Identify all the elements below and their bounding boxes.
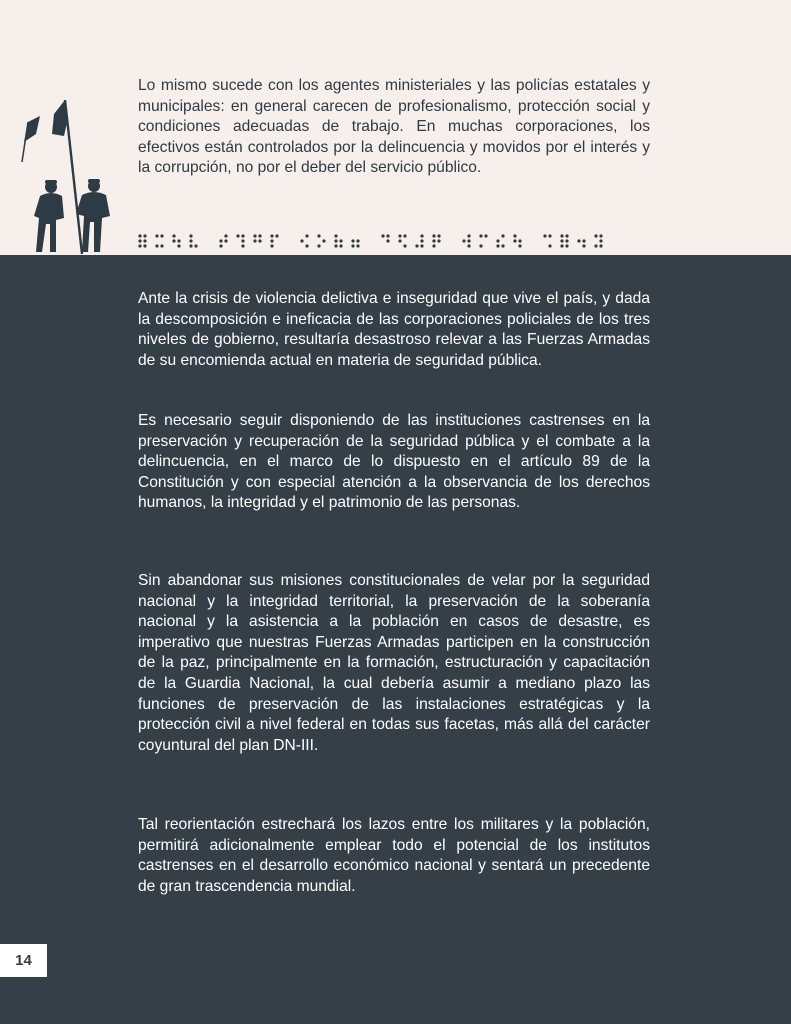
- braille-dot: [560, 234, 563, 237]
- braille-dot: [467, 239, 470, 242]
- braille-dot: [548, 244, 551, 247]
- braille-dot: [339, 239, 342, 242]
- braille-dot: [138, 239, 141, 242]
- braille-dot: [432, 239, 435, 242]
- braille-dot: [334, 239, 337, 242]
- braille-dot: [270, 244, 273, 247]
- braille-dot: [386, 239, 389, 242]
- braille-dot: [351, 244, 354, 247]
- soldiers-with-flags-icon: [14, 92, 119, 257]
- bottom-section: [0, 255, 791, 1024]
- braille-dot: [403, 244, 406, 247]
- braille-dot: [518, 244, 521, 247]
- braille-dot: [236, 234, 239, 237]
- braille-dot: [432, 244, 435, 247]
- braille-dot: [334, 244, 337, 247]
- body-paragraph-4: Tal reorientación estrechará los lazos entre los militares y la población, permitirá adicionalmente emplear todo el potencial de los institutos castrenses en el desarrollo económico nacional y sentará un precedente de gran trascendencia mundial.: [138, 816, 650, 895]
- braille-dot: [138, 244, 141, 247]
- braille-dot: [496, 239, 499, 242]
- braille-dot: [189, 239, 192, 242]
- braille-dot: [305, 234, 308, 237]
- braille-dot: [177, 244, 180, 247]
- braille-dot: [560, 239, 563, 242]
- braille-dot: [189, 244, 192, 247]
- braille-dot: [339, 244, 342, 247]
- braille-dot: [219, 239, 222, 242]
- braille-dot: [241, 244, 244, 247]
- braille-dot: [577, 239, 580, 242]
- braille-dot: [479, 234, 482, 237]
- braille-dot: [224, 239, 227, 242]
- braille-dot: [317, 234, 320, 237]
- braille-dot: [258, 234, 261, 237]
- braille-dot: [172, 234, 175, 237]
- body-paragraph-2: Es necesario seguir disponiendo de las instituciones castrenses en la preservación y recuperación de la seguridad pública y el combate a la delincuencia, en el marco de lo dispuesto en el artículo 89 de la Constitución y con especial atención a la observancia de los derechos humanos, la integridad y el patrimonio de las personas.: [138, 412, 650, 512]
- braille-dot: [305, 244, 308, 247]
- braille-dot: [160, 234, 163, 237]
- braille-dot: [194, 244, 197, 247]
- braille-dot: [560, 244, 563, 247]
- braille-dot: [496, 244, 499, 247]
- braille-dot: [172, 239, 175, 242]
- braille-dot: [565, 244, 568, 247]
- braille-dot: [155, 244, 158, 247]
- braille-dot: [356, 244, 359, 247]
- braille-dot: [138, 234, 141, 237]
- braille-dot: [219, 244, 222, 247]
- braille-dot: [415, 244, 418, 247]
- braille-dot: [351, 239, 354, 242]
- braille-dot: [317, 244, 320, 247]
- braille-dot: [143, 239, 146, 242]
- braille-dot: [270, 239, 273, 242]
- braille-dot: [398, 234, 401, 237]
- body-paragraph-1: Ante la crisis de violencia delictiva e inseguridad que vive el país, y dada la descomposición e ineficacia de las corporaciones policiales de los tres niveles de gobierno, resultaría desastroso relevar a las Fuerzas Armadas de su encomienda actual en materia de seguridad pública.: [138, 290, 650, 369]
- braille-dot: [177, 239, 180, 242]
- braille-dot: [513, 234, 516, 237]
- braille-dot: [513, 239, 516, 242]
- braille-dot: [462, 239, 465, 242]
- braille-dot: [258, 239, 261, 242]
- braille-dot: [479, 244, 482, 247]
- braille-dot: [189, 234, 192, 237]
- braille-dot: [437, 234, 440, 237]
- braille-dot: [160, 244, 163, 247]
- braille-dot: [582, 239, 585, 242]
- braille-dot: [420, 244, 423, 247]
- braille-dot: [224, 234, 227, 237]
- braille-dot: [420, 239, 423, 242]
- braille-dot: [420, 234, 423, 237]
- braille-dot: [398, 239, 401, 242]
- braille-dot: [386, 234, 389, 237]
- braille-dot: [381, 234, 384, 237]
- braille-dot: [403, 234, 406, 237]
- braille-dot: [241, 234, 244, 237]
- braille-dot: [143, 234, 146, 237]
- braille-dot: [565, 239, 568, 242]
- page-number: 14: [0, 944, 47, 977]
- braille-dot: [437, 239, 440, 242]
- braille-dot: [241, 239, 244, 242]
- braille-dot: [467, 244, 470, 247]
- braille-dot: [356, 239, 359, 242]
- braille-dot: [270, 234, 273, 237]
- braille-dot: [143, 244, 146, 247]
- braille-dot: [582, 244, 585, 247]
- intro-paragraph: Lo mismo sucede con los agentes ministeriales y las policías estatales y municipales: en general carecen de profesionalismo, protección social y condiciones adecuadas de trabajo. En muchas corporaciones, los efectivos están controlados por la delincuencia y movidos por el interés y la corrupción, no por el deber del servicio público.: [138, 77, 650, 177]
- braille-dot: [253, 234, 256, 237]
- braille-dot: [518, 239, 521, 242]
- braille-dot: [599, 234, 602, 237]
- braille-dot: [484, 234, 487, 237]
- braille-dot: [565, 234, 568, 237]
- braille-dot: [501, 234, 504, 237]
- braille-dot: [599, 239, 602, 242]
- braille-dot: [599, 244, 602, 247]
- top-section: [0, 0, 791, 255]
- body-paragraph-3: Sin abandonar sus misiones constitucionales de velar por la seguridad nacional y la integridad territorial, la preservación de la soberanía nacional y la asistencia a la población en casos de desastre, es imperativo que nuestras Fuerzas Armadas participen en la construcción de la paz, principalmente en la formación, estructuración y capacitación de la Guardia Nacional, la cual debería asumir a mediano plazo las funciones de preservación de las instalaciones estratégicas y la protección civil a nivel federal en todas sus facetas, más allá del carácter coyuntural del plan DN-III.: [138, 572, 650, 754]
- braille-dot: [594, 244, 597, 247]
- braille-dot: [322, 239, 325, 242]
- braille-dots-decoration: [138, 233, 778, 249]
- braille-dot: [275, 234, 278, 237]
- braille-dot: [432, 234, 435, 237]
- braille-dot: [543, 234, 546, 237]
- braille-dot: [548, 234, 551, 237]
- braille-dot: [155, 234, 158, 237]
- braille-dot: [334, 234, 337, 237]
- braille-dot: [253, 239, 256, 242]
- braille-dot: [501, 244, 504, 247]
- braille-dot: [300, 239, 303, 242]
- braille-dot: [594, 234, 597, 237]
- braille-dot: [467, 234, 470, 237]
